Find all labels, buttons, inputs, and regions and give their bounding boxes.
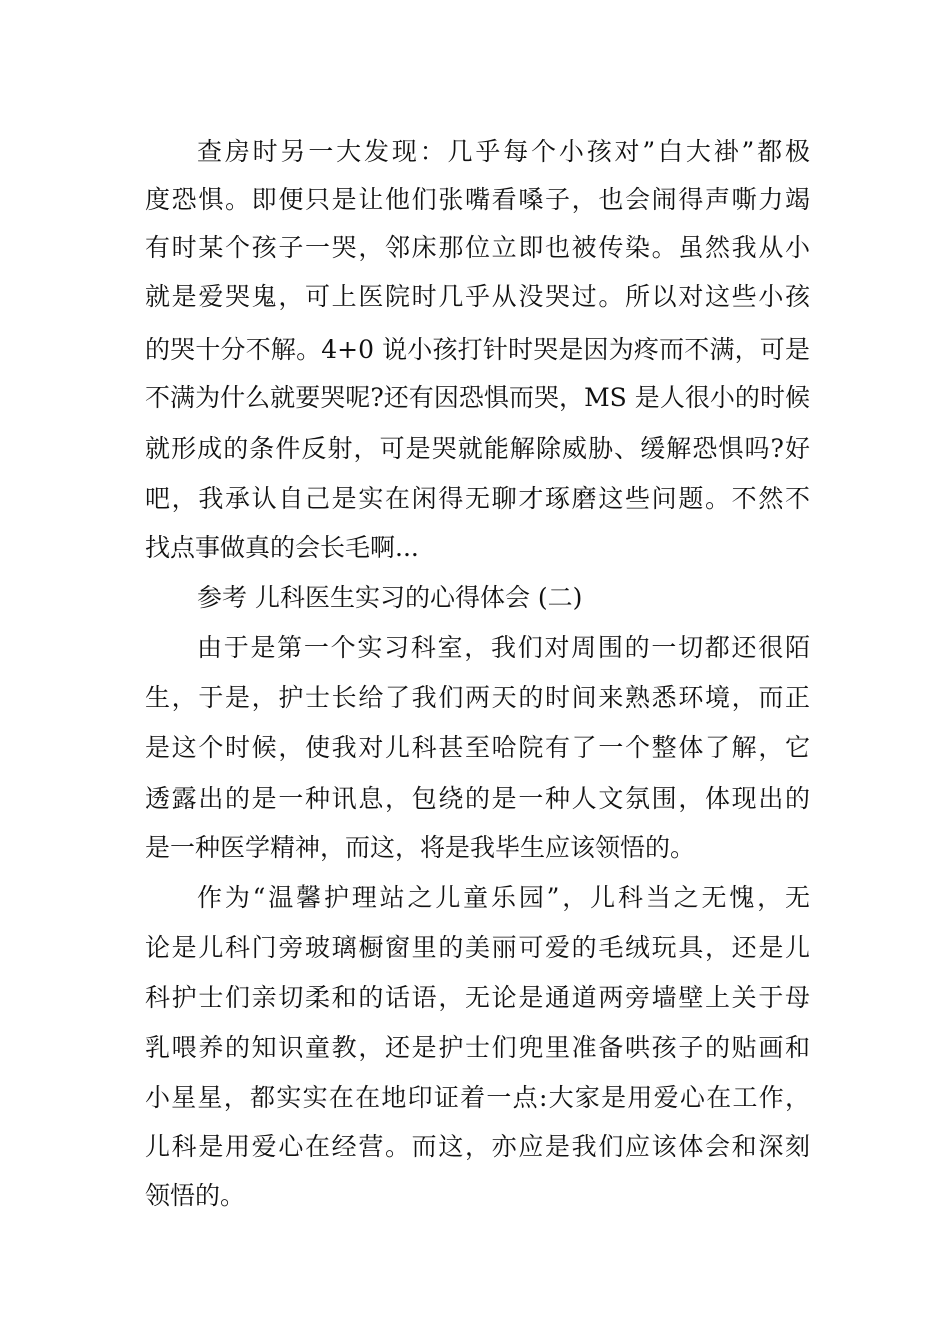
paragraph-1-line-4: 就是爱哭鬼，可上医院时几乎从没哭过。所以对这些小孩 (145, 282, 810, 311)
paragraph-1-line-3: 有时某个孩子一哭，邻床那位立即也被传染。虽然我从小 (145, 233, 810, 262)
paragraph-2-line-3: 是这个时候，使我对儿科甚至哈院有了一个整体了解，它 (145, 733, 810, 762)
paragraph-1-line-2: 度恐惧。即便只是让他们张嘴看嗓子，也会闹得声嘶力竭 (145, 185, 810, 214)
paragraph-1-line-9: 找点事做真的会长毛啊... (145, 533, 419, 562)
paragraph-2-line-2: 生，于是，护士长给了我们两天的时间来熟悉环境，而正 (145, 683, 810, 712)
paragraph-3-line-7: 领悟的。 (145, 1181, 246, 1210)
paragraph-2-line-4: 透露出的是一种讯息，包绕的是一种人文氛围，体现出的 (145, 784, 810, 813)
paragraph-3-line-1: 作为“温馨护理站之儿童乐园”，儿科当之无愧，无 (197, 883, 810, 912)
paragraph-1-line-5: 的哭十分不解。4+0 说小孩打针时哭是因为疼而不满，可是 (145, 335, 810, 364)
paragraph-3-line-4: 乳喂养的知识童教，还是护士们兜里准备哄孩子的贴画和 (145, 1033, 810, 1062)
paragraph-2-line-1: 由于是第一个实习科室，我们对周围的一切都还很陌 (197, 633, 810, 662)
paragraph-3-line-2: 论是儿科门旁玻璃橱窗里的美丽可爱的毛绒玩具，还是儿 (145, 933, 810, 962)
paragraph-3-line-6: 儿科是用爱心在经营。而这，亦应是我们应该体会和深刻 (145, 1132, 810, 1161)
paragraph-2-line-5: 是一种医学精神，而这，将是我毕生应该领悟的。 (145, 833, 696, 862)
paragraph-1-line-7: 就形成的条件反射，可是哭就能解除威胁、缓解恐惧吗?好 (145, 434, 810, 463)
paragraph-1-line-1: 查房时另一大发现：几乎每个小孩对”白大褂”都极 (197, 137, 810, 166)
paragraph-3-line-5: 小星星，都实实在在地印证着一点:大家是用爱心在工作， (145, 1083, 810, 1112)
section-heading: 参考 儿科医生实习的心得体会 (二) (197, 583, 583, 612)
paragraph-1-line-8: 吧，我承认自己是实在闲得无聊才琢磨这些问题。不然不 (145, 484, 810, 513)
paragraph-1-line-6: 不满为什么就要哭呢?还有因恐惧而哭，MS 是人很小的时候 (145, 383, 810, 412)
paragraph-3-line-3: 科护士们亲切柔和的话语，无论是通道两旁墙壁上关于母 (145, 983, 810, 1012)
